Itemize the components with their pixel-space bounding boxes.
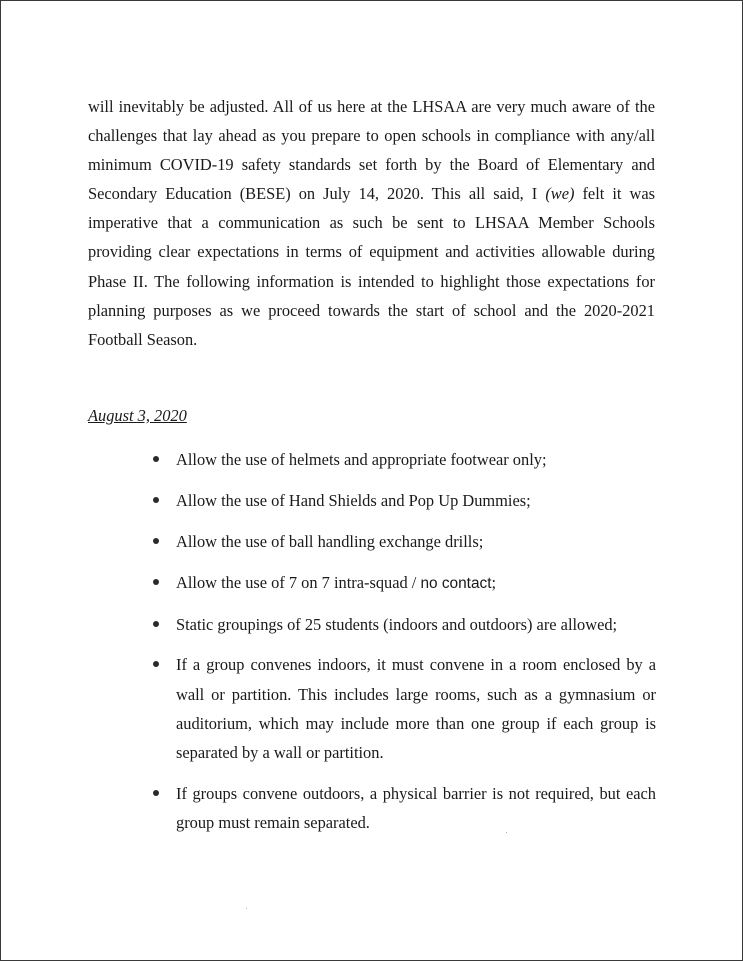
requirements-list <box>151 445 656 849</box>
list-item-text: Allow the use of Hand Shields and Pop Up Dummies; <box>176 490 531 510</box>
list-item-text: Static groupings of 25 students (indoors and outdoors) are allowed; <box>176 614 618 634</box>
list-item-text: Allow the use of 7 on 7 intra-squad / <box>176 572 421 592</box>
scan-speck <box>246 908 247 909</box>
list-item <box>151 568 656 598</box>
bullet-icon <box>153 661 159 667</box>
list-item <box>151 445 656 474</box>
list-item-text: Allow the use of helmets and appropriate footwear only; <box>176 450 547 469</box>
bullet-icon <box>153 579 159 585</box>
list-item-text: If groups convene outdoors, a physical barrier is not required, but each group must remain separated. <box>176 783 656 832</box>
list-item <box>151 779 656 837</box>
bullet-icon <box>153 538 159 544</box>
list-item <box>151 486 656 515</box>
no-contact-suffix: ; <box>491 572 497 592</box>
bullet-icon <box>153 497 159 503</box>
intro-text-part2: felt it was imperative that a communication as such be sent to LHSAA Member Schools providing clear expectations in terms of equipment and activities allowable during Phase II. The following information is intended to highlight those expectations for planning purposes as we proceed towards the start of school and the 2020-2021 Football Season. <box>88 184 655 349</box>
bullet-icon <box>153 456 159 462</box>
list-item <box>151 610 656 639</box>
intro-paragraph <box>88 92 655 354</box>
intro-we-italic: (we) <box>545 184 575 204</box>
no-contact-text: no contact <box>420 574 492 592</box>
list-item <box>151 527 656 556</box>
bullet-icon <box>153 621 159 627</box>
intro-text-part1: will inevitably be adjusted. All of us here at the LHSAA are very much aware of the challenges that lay ahead as you prepare to open schools in compliance with any/all minimum COVID-19 safety standards set forth by the Board of Elementary and Secondary Education (BESE) on July 14, 2020. This all said, I <box>88 97 655 204</box>
list-item-text: Allow the use of ball handling exchange drills; <box>176 531 484 551</box>
bullet-icon <box>153 790 159 796</box>
list-item <box>151 650 656 766</box>
section-heading-date: August 3, 2020 <box>88 406 187 425</box>
list-item-text: If a group convenes indoors, it must convene in a room enclosed by a wall or partition. This includes large rooms, such as a gymnasium or auditorium, which may include more than one group if each group is separated by a wall or partition. <box>176 655 656 762</box>
scan-speck <box>506 832 507 833</box>
